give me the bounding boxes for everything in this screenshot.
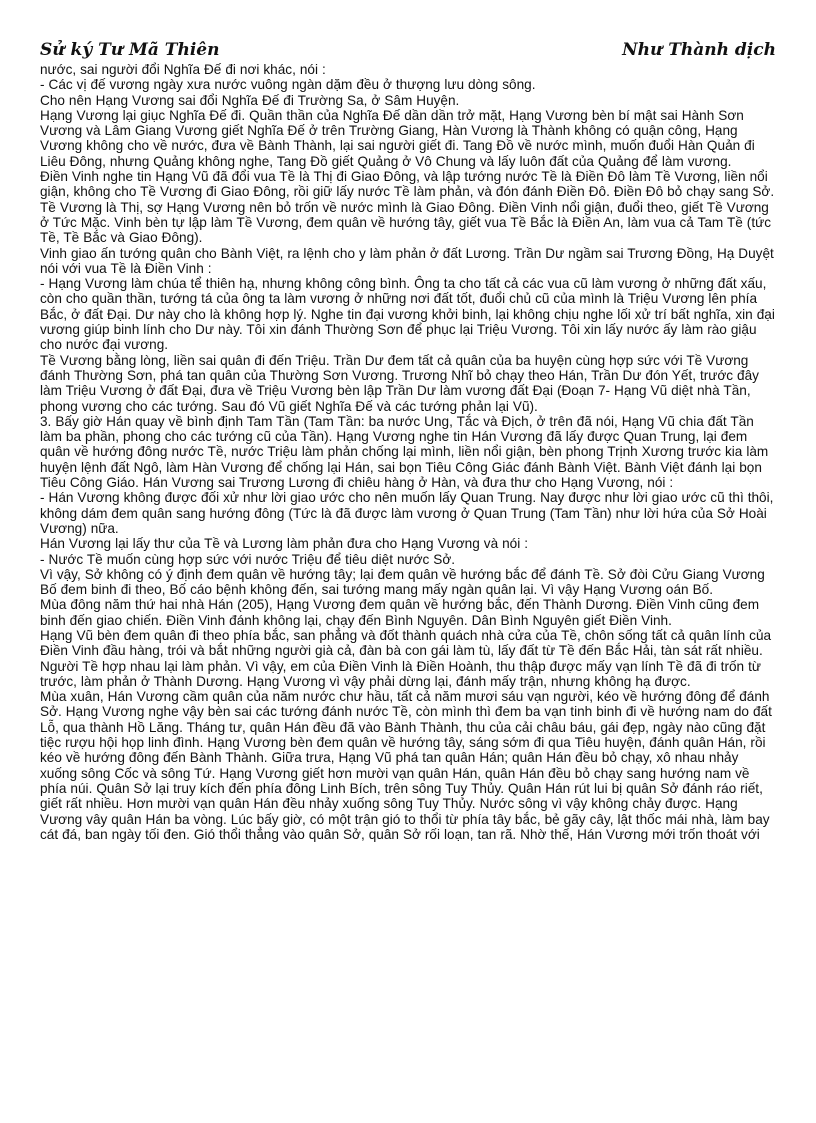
body-text xyxy=(40,62,776,842)
paragraph: Mùa xuân, Hán Vương cầm quân của năm nước chư hầu, tất cả năm mươi sáu vạn người, kéo về hướng đông để đánh Sở. Hạng Vương nghe vậy bèn sai các tướng đánh nước Tề, còn mình thì đem ba vạn tinh binh đi về hướng nam do đất Lỗ, qua thành Hồ Lăng. Tháng tư, quân Hán đều đã vào Bành Thành, thu của cải châu báu, gái đẹp, ngày nào cũng đặt tiệc rượu hội họp linh đình. Hạng Vương bèn đem quân về hướng tây, sáng sớm đi qua Tiêu huyện, đánh quân Hán, rồi kéo về hướng đông đến Bành Thành. Giữa trưa, Hạng Vũ phá tan quân Hán; quân Hán đều bỏ chạy, xô nhau nhảy xuống sông Cốc và sông Tứ. Hạng Vương giết hơn mười vạn quân Hán, quân Hán đều bỏ chạy sang hướng nam về phía núi. Quân Sở lại truy kích đến phía đông Linh Bích, trên sông Tuy Thủy. Quân Hán rút lui bị quân Sở đánh ráo riết, giết rất nhiều. Hơn mười vạn quân Hán đều nhảy xuống sông Tuy Thủy. Nước sông vì vậy không chảy được. Hạng Vương vây quân Hán ba vòng. Lúc bấy giờ, có một trận gió to thổi từ phía tây bắc, bẻ gãy cây, lật thốc mái nhà, làm bay cát đá, ban ngày tối đen. Gió thổi thẳng vào quân Sở, quân Sở rối loạn, tan rã. Nhờ thế, Hán Vương mới trốn thoát với xyxy=(40,689,772,842)
header-book-title: Sử ký Tư Mã Thiên xyxy=(40,40,220,60)
paragraph: 3. Bấy giờ Hán quay về bình định Tam Tần (Tam Tần: ba nước Ung, Tắc và Địch, ở trên đã nói, Hạng Vũ chia đất Tần làm ba phần, phong cho các tướng cũ của Tần). Hạng Vương nghe tin Hán Vương đã lấy được Quan Trung, lại đem quân về hướng đông nước Tề, nước Triệu làm phản chống lại mình, liền nổi giận, bèn phong Trịnh Xương trước kia làm huyện lệnh đất Ngô, làm Hàn Vương để chống lại Hán, sai bọn Tiêu Công Giác đánh Bành Việt. Bành Việt đánh lại bọn Tiêu Công Giáo. Hán Vương sai Trương Lương đi chiêu hàng ở Hàn, và đưa thư cho Hạng Vương, nói : xyxy=(40,413,769,491)
paragraph: Hạng Vũ bèn đem quân đi theo phía bắc, san phẳng và đốt thành quách nhà cửa của Tề, chôn sống tất cả quân lính của Điền Vinh đầu hàng, trói và bắt những người già cả, đàn bà con gái làm tù, lấy đất từ Tề đến Bắc Hải, tàn sát rất nhiều. Người Tề hợp nhau lại làm phản. Vì vậy, em của Điền Vinh là Điền Hoành, thu thập được mấy vạn lính Tề đã đi trốn từ trước, làm phản ở Thành Dương. Hạng Vương vì vậy phải dừng lại, đánh mấy trận, nhưng không hạ được. xyxy=(40,627,772,689)
paragraph: - Các vị đế vương ngày xưa nước vuông ngàn dặm đều ở thượng lưu dòng sông. xyxy=(40,77,536,93)
paragraph: Mùa đông năm thứ hai nhà Hán (205), Hạng Vương đem quân về hướng bắc, đến Thành Dương. Điền Vinh cũng đem binh đến giao chiến. Điền Vinh đánh không lại, chạy đến Bình Nguyên. Dân Bình Nguyên giết Điền Vinh. xyxy=(40,597,760,628)
paragraph: Cho nên Hạng Vương sai đổi Nghĩa Đế đi Trường Sa, ở Sâm Huyện. xyxy=(40,92,460,108)
paragraph: - Hán Vương không được đối xử như lời giao ước cho nên muốn lấy Quan Trung. Nay được như lời giao ước cũ thì thôi, không dám đem quân sang hướng đông (Tức là đã được làm vương ở Quan Trung (Tam Tần) như lời hứa của Sở Hoài Vương) nữa. xyxy=(40,490,774,536)
paragraph: Tề Vương bằng lòng, liền sai quân đi đến Triệu. Trần Dư đem tất cả quân của ba huyện cùng hợp sức với Tề Vương đánh Thường Sơn, phá tan quân của Thường Sơn Vương. Trương Nhĩ bỏ chạy theo Hán, Trần Dư đón Yết, trước đây làm Triệu Vương ở đất Đại, đưa về Triệu Vương bèn lập Trần Dư làm vương đất Đại (Đoạn 7- Hạng Vũ diệt nhà Tần, phong vương cho các tướng. Sau đó Vũ giết Nghĩa Đế và các tướng phản lại Vũ). xyxy=(40,352,759,414)
paragraph: - Hạng Vương làm chúa tể thiên hạ, nhưng không công bình. Ông ta cho tất cả các vua cũ làm vương ở những đất xấu, còn cho quần thần, tướng tá của ông ta làm vương ở những nơi đất tốt, đuổi chủ cũ của mình là Triệu Vương lên phía Bắc, ở đất Đại. Dư này cho là không hợp lý. Nghe tin đại vương khởi binh, lại không chịu nghe lối xử trí bất nghĩa, xin đại vương giúp binh lính cho Dư này. Tôi xin đánh Thường Sơn để phục lại Triệu Vương. Tôi xin lấy nước ấy làm rào giậu cho nước đại vương. xyxy=(40,276,775,353)
paragraph: Điền Vinh nghe tin Hạng Vũ đã đổi vua Tề là Thị đi Giao Đông, và lập tướng nước Tề là Điền Đô làm Tề Vương, liền nổi giận, không cho Tề Vương đi Giao Đông, rồi giữ lấy nước Tề làm phản, và đón đánh Điền Đô. Điền Đô bỏ chạy sang Sở. Tề Vương là Thị, sợ Hạng Vương nên bỏ trốn về nước mình là Giao Đông. Điền Vinh nổi giận, đuổi theo, giết Tề Vương ở Tức Mặc. Vinh bèn tự lập làm Tề Vương, đem quân về hướng tây, giết vua Tề Bắc là Điền An, làm vua cả Tam Tề (tức Tề, Tề Bắc và Giao Đông). xyxy=(40,169,775,246)
paragraph: Vì vậy, Sở không có ý định đem quân về hướng tây; lại đem quân về hướng bắc để đánh Tề. Sở đòi Cửu Giang Vương Bố đem binh đi theo, Bố cáo bệnh không đến, sai tướng mang mấy ngàn quân lại. Vì vậy Hạng Vương oán Bố. xyxy=(40,566,765,598)
paragraph: - Nước Tề muốn cùng hợp sức với nước Triệu để tiêu diệt nước Sở. xyxy=(40,551,456,567)
header-translator: Như Thành dịch xyxy=(622,40,776,60)
paragraph: Hạng Vương lại giục Nghĩa Đế đi. Quần thần của Nghĩa Đế dần dần trở mặt, Hạng Vương bèn bí mật sai Hành Sơn Vương và Lâm Giang Vương giết Nghĩa Đế ở trên Trường Giang, Hàn Vương là Thành không có quận công, Hạng Vương không cho về nước, đưa về Bành Thành, lại sai người giết đi. Tang Đồ về nước mình, muốn đuổi Hàn Quản đi Liêu Đông, nhưng Quảng không nghe, Tang Đồ giết Quảng ở Vô Chung và lấy luôn đất của Quảng để làm vương. xyxy=(40,107,755,169)
page-header xyxy=(40,40,776,62)
paragraph: nước, sai người đổi Nghĩa Đế đi nơi khác, nói : xyxy=(40,62,326,77)
paragraph: Vinh giao ấn tướng quân cho Bành Việt, ra lệnh cho y làm phản ở đất Lương. Trần Dư ngầm sai Trương Đồng, Hạ Duyệt nói với vua Tề là Điền Vinh : xyxy=(40,245,774,276)
paragraph: Hán Vương lại lấy thư của Tề và Lương làm phản đưa cho Hạng Vương và nói : xyxy=(40,536,529,552)
